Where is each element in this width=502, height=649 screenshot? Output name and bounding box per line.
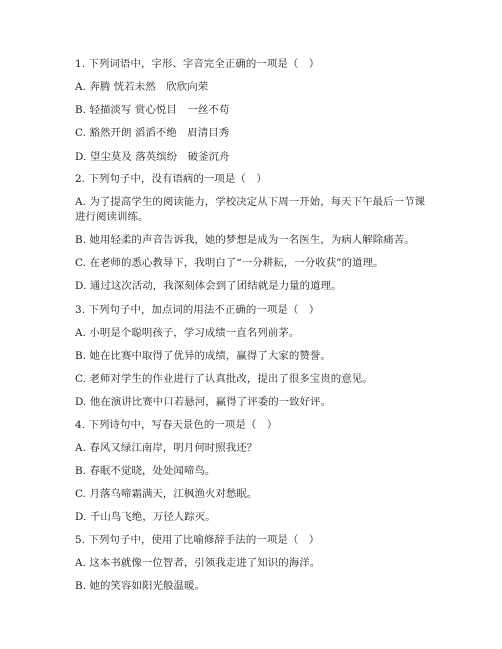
question-3-option-c: C. 老师对学生的作业进行了认真批改，提出了很多宝贵的意见。 [75,373,373,385]
question-1-stem: 1. 下列词语中，字形、字音完全正确的一项是（ ） [75,58,320,70]
question-4-option-d: D. 千山鸟飞绝，万径人踪灭。 [75,511,216,523]
question-1-option-c: C. 豁然开朗 滔滔不绝 眉清目秀 [75,127,230,139]
question-4-option-b: B. 春眠不觉晓，处处闻啼鸟。 [75,465,216,477]
question-4-option-a: A. 春风又绿江南岸，明月何时照我还？ [75,442,258,454]
question-2-option-b: B. 她用轻柔的声音告诉我，她的梦想是成为一名医生，为病人解除痛苦。 [75,234,415,246]
question-4-stem: 4. 下列诗句中，写春天景色的一项是（ ） [75,419,278,431]
question-5-option-b: B. 她的笑容如阳光般温暖。 [75,580,205,592]
question-4-option-c: C. 月落乌啼霜满天，江枫渔火对愁眠。 [75,488,258,500]
question-3-option-d: D. 他在演讲比赛中口若悬河，赢得了评委的一致好评。 [75,396,332,408]
question-5-stem: 5. 下列句子中，使用了比喻修辞手法的一项是（ ） [75,534,320,546]
question-1-option-a: A. 奔腾 恍若未然 欣欣向荣 [75,81,209,93]
question-2-option-c: C. 在老师的悉心教导下，我明白了“一分耕耘，一分收获”的道理。 [75,257,384,269]
question-1-option-d: D. 望尘莫及 落英缤纷 破釜沉舟 [75,151,230,163]
question-5-option-a: A. 这本书就像一位智者，引领我走进了知识的海洋。 [75,557,321,569]
question-2-option-d: D. 通过这次活动，我深刻体会到了团结就是力量的道理。 [75,280,342,292]
question-2-option-a: A. 为了提高学生的阅读能力，学校决定从下周一开始，每天下午最后一节课进行阅读训练。 [75,196,426,223]
question-2-stem: 2. 下列句子中，没有语病的一项是（ ） [75,173,267,185]
question-3-option-a: A. 小明是个聪明孩子，学习成绩一直名列前茅。 [75,327,300,339]
question-1-option-b: B. 轻描淡写 赏心悦目 一丝不苟 [75,104,230,116]
question-3-option-b: B. 她在比赛中取得了优异的成绩，赢得了大家的赞誉。 [75,350,331,362]
question-3-stem: 3. 下列句子中，加点词的用法不正确的一项是（ ） [75,304,320,316]
